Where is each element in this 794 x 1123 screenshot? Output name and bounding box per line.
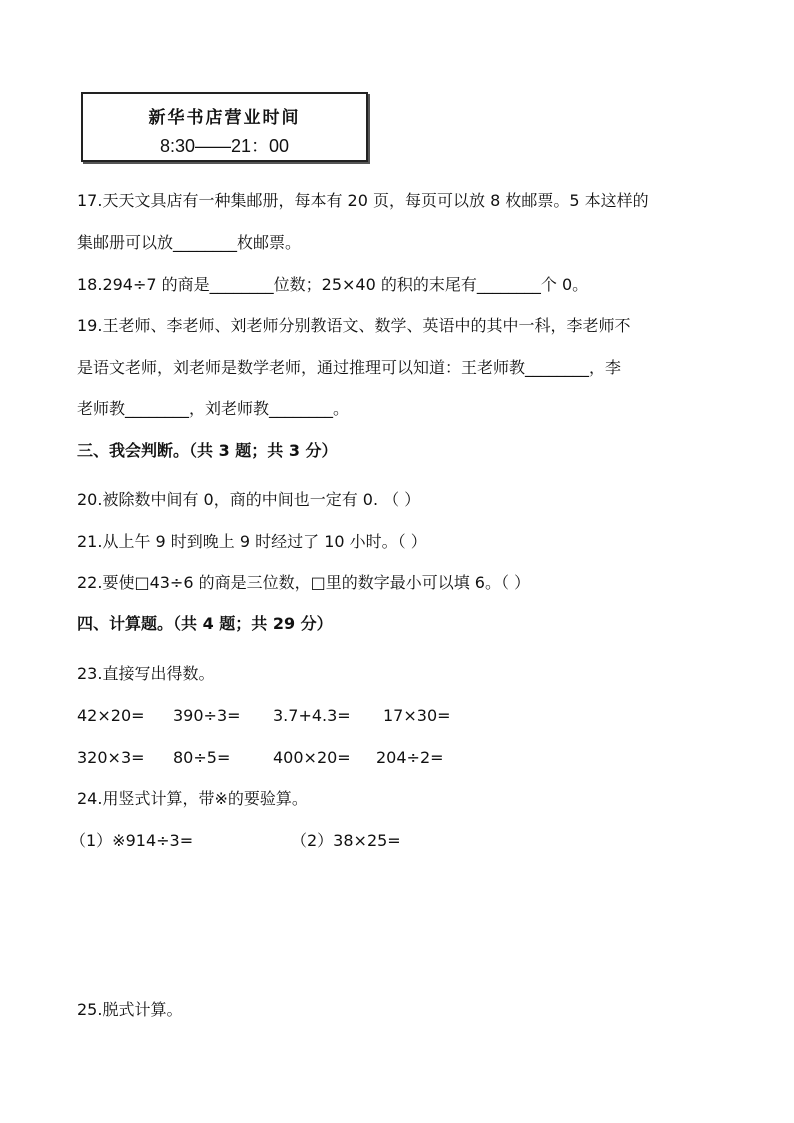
question-19-line-3: 老师教________，刘老师教________。 [77,399,350,418]
question-19-line-1: 19.王老师、李老师、刘老师分别教语文、数学、英语中的其中一科，李老师不 [77,316,631,335]
calc-item: 390÷3= [173,706,241,725]
sign-title: 新华书店营业时间 [148,108,301,128]
calc-item: 320×3= [77,748,145,767]
question-23: 23.直接写出得数。 [77,664,215,683]
calc-item: 400×20= [273,748,351,767]
calc-item: 204÷2= [376,748,444,767]
calc-item: 42×20= [77,706,145,725]
bookstore-hours-sign [81,92,368,162]
sign-hours: 8:30——21：00 [159,136,290,156]
section-4-heading: 四、计算题。（共 4 题；共 29 分） [77,614,333,633]
section-3-heading: 三、我会判断。（共 3 题；共 3 分） [77,441,338,460]
question-20: 20.被除数中间有 0，商的中间也一定有 0. （ ） [77,490,421,509]
calc-item: 3.7+4.3= [273,706,351,725]
question-19-line-2: 是语文老师，刘老师是数学老师，通过推理可以知道：王老师教________，李 [77,358,622,377]
question-17-line-1: 17.天天文具店有一种集邮册，每本有 20 页，每页可以放 8 枚邮票。5 本这样的 [77,191,649,210]
question-17-line-2: 集邮册可以放________枚邮票。 [77,233,302,252]
question-21: 21.从上午 9 时到晚上 9 时经过了 10 小时。（ ） [77,532,427,551]
question-25: 25.脱式计算。 [77,1000,183,1019]
calc-item: 17×30= [383,706,451,725]
calc-item: 80÷5= [173,748,231,767]
question-24: 24.用竖式计算，带※的要验算。 [77,789,308,808]
question-24-item-2: （2）38×25= [291,831,401,850]
question-22: 22.要使□43÷6 的商是三位数，□里的数字最小可以填 6。（ ） [77,573,531,592]
question-24-item-1: （1）※914÷3= [70,831,194,850]
question-18: 18.294÷7 的商是________位数；25×40 的积的末尾有________个 0。 [77,275,589,294]
